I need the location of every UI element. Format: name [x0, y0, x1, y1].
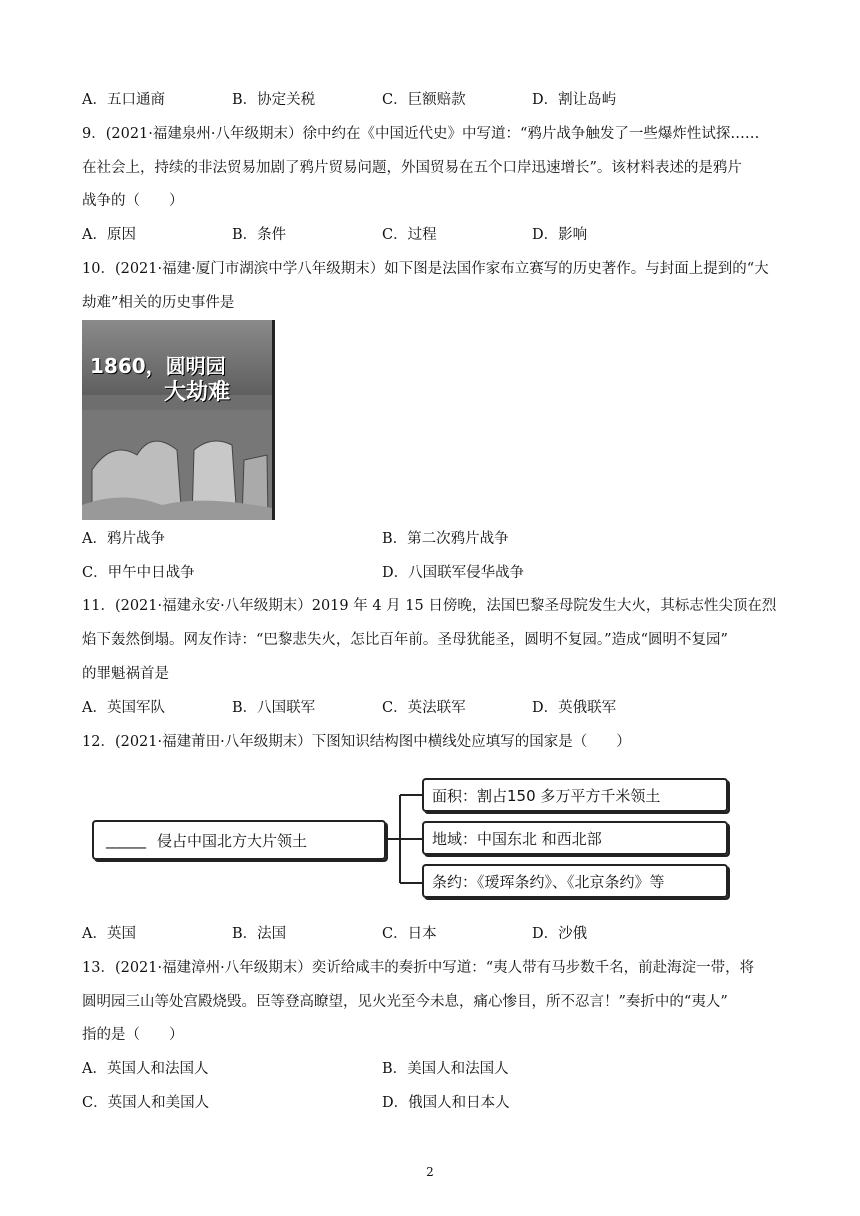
- q10-option-d: D．八国联军侵华战争: [382, 565, 525, 581]
- q11-option-d: D．英俄联军: [532, 700, 617, 716]
- q13-stem-line3: 指的是（ ）: [82, 1027, 184, 1043]
- q10-stem-line1: 10．(2021·福建·厦门市湖滨中学八年级期末）如下图是法国作家布立赛写的历史著作。与封面上提到的“大: [82, 261, 769, 277]
- q12-option-d: D．沙俄: [532, 926, 588, 942]
- q13-option-b: B．美国人和法国人: [382, 1061, 509, 1077]
- q8-option-c: C．巨额赔款: [382, 92, 466, 108]
- q13-stem-line1: 13．(2021·福建漳州·八年级期末）奕䜣给咸丰的奏折中写道：“夷人带有马步数千名，前赴海淀一带，将: [82, 960, 755, 976]
- q12-option-c: C．日本: [382, 926, 437, 942]
- q8-option-a: A．五口通商: [82, 92, 165, 108]
- diagram-left-box: [92, 820, 386, 860]
- q11-stem-line3: 的罪魁祸首是: [82, 666, 169, 682]
- diagram-blank: ______: [106, 831, 145, 849]
- cover-title: 1860，圆明园: [90, 354, 226, 378]
- book-cover-image: [82, 320, 275, 520]
- q11-stem-line2: 焰下轰然倒塌。网友作诗：“巴黎悲失火，怎比百年前。圣母犹能圣，圆明不复园。”造成“圆明不复园”: [82, 632, 728, 648]
- q13-option-d: D．俄国人和日本人: [382, 1095, 510, 1111]
- q9-stem-line1: 9．(2021·福建泉州·八年级期末）徐中约在《中国近代史》中写道：“鸦片战争触发了一些爆炸性试探……: [82, 126, 760, 142]
- q12-stem-line1: 12．(2021·福建莆田·八年级期末）下图知识结构图中横线处应填写的国家是（ ）: [82, 734, 631, 750]
- q9-stem-line3: 战争的（ ）: [82, 193, 184, 209]
- q10-stem-line2: 劫难”相关的历史事件是: [82, 295, 235, 311]
- knowledge-structure-diagram: [92, 775, 742, 900]
- diagram-brace-connector: [384, 775, 424, 900]
- q9-option-d: D．影响: [532, 227, 588, 243]
- q13-stem-line2: 圆明园三山等处宫殿烧毁。臣等登高瞭望，见火光至今未息，痛心惨目，所不忍言！”奏折中的“夷人”: [82, 994, 728, 1010]
- q10-option-b: B．第二次鸦片战争: [382, 531, 509, 547]
- q10-option-a: A．鸦片战争: [82, 531, 165, 547]
- cover-subtitle: 大劫难: [164, 380, 231, 405]
- q12-option-a: A．英国: [82, 926, 136, 942]
- diagram-left-text: 侵占中国北方大片领土: [157, 831, 308, 850]
- q11-option-c: C．英法联军: [382, 700, 466, 716]
- ruins-illustration: [82, 410, 272, 520]
- page-number: 2: [426, 1165, 434, 1179]
- q11-option-b: B．八国联军: [232, 700, 316, 716]
- q11-stem-line1: 11．(2021·福建永安·八年级期末）2019 年 4 月 15 日傍晚，法国巴黎圣母院发生大火，其标志性尖顶在烈: [82, 598, 777, 614]
- q9-option-b: B．条件: [232, 227, 287, 243]
- diagram-right-box-treaty: 条约：《瑷珲条约》、《北京条约》等: [422, 864, 728, 898]
- q9-option-a: A．原因: [82, 227, 136, 243]
- q9-option-c: C．过程: [382, 227, 437, 243]
- q12-option-b: B．法国: [232, 926, 287, 942]
- q8-option-d: D．割让岛屿: [532, 92, 617, 108]
- q13-option-c: C．英国人和美国人: [82, 1095, 210, 1111]
- q9-stem-line2: 在社会上，持续的非法贸易加剧了鸦片贸易问题，外国贸易在五个口岸迅速增长”。该材料表述的是鸦片: [82, 160, 742, 176]
- diagram-right-box-area: 面积：割占150 多万平方千米领土: [422, 778, 728, 812]
- q10-option-c: C．甲午中日战争: [82, 565, 195, 581]
- q13-option-a: A．英国人和法国人: [82, 1061, 209, 1077]
- diagram-right-box-region: 地域：中国东北 和西北部: [422, 821, 728, 855]
- q11-option-a: A．英国军队: [82, 700, 165, 716]
- q8-option-b: B．协定关税: [232, 92, 316, 108]
